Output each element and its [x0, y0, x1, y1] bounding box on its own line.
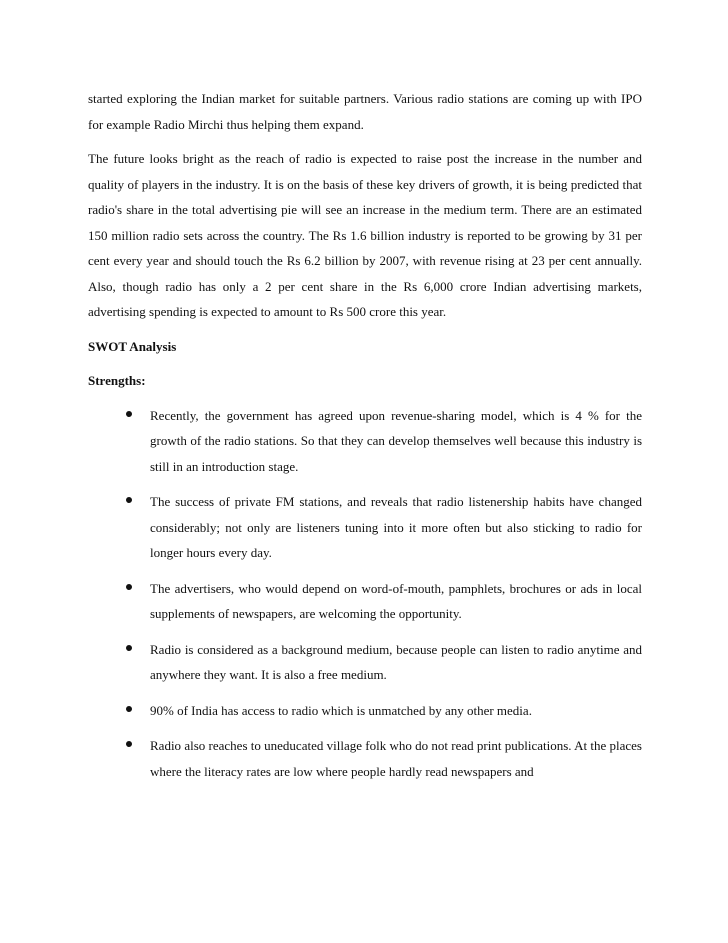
heading-strengths: Strengths:: [88, 373, 146, 388]
bullet-icon: [126, 584, 132, 590]
list-item-text: The success of private FM stations, and reveals that radio listenership habits have changed considerably; not only are listeners tuning into it more often but also sticking to radio for longer hours every day.: [150, 494, 642, 560]
list-item: [88, 489, 642, 566]
list-item-text: Recently, the government has agreed upon revenue-sharing model, which is 4 % for the growth of the radio stations. So that they can develop themselves well because this industry is still in an introduction stage.: [150, 407, 642, 474]
strengths-list: [88, 403, 642, 785]
list-item: [88, 733, 642, 784]
list-item: [88, 576, 642, 627]
page-content: [88, 86, 642, 794]
list-item: [88, 698, 642, 724]
list-item: [88, 403, 642, 480]
bullet-icon: [126, 706, 132, 712]
heading-swot-analysis: SWOT Analysis: [88, 338, 177, 354]
bullet-icon: [126, 411, 132, 417]
bullet-icon: [126, 645, 132, 651]
bullet-icon: [126, 741, 132, 747]
paragraph-future-outlook: The future looks bright as the reach of radio is expected to raise post the increase in the number and quality of players in the industry. It is on the basis of these key drivers of growth, it is being predicted that radio's share in the total advertising pie will see an increase in the medium term. There are an estimated 150 million radio sets across the country. The Rs 1.6 billion industry is reported to be growing by 31 per cent every year and should touch the Rs 6.2 billion by 2007, with revenue rising at 23 per cent annually. Also, though radio has only a 2 per cent share in the Rs 6,000 crore Indian advertising markets, advertising spending is expected to amount to Rs 500 crore this year.: [88, 151, 642, 319]
list-item-text: The advertisers, who would depend on word-of-mouth, pamphlets, brochures or ads in local supplements of newspapers, are welcoming the opportunity.: [150, 580, 642, 621]
list-item: [88, 637, 642, 688]
list-item-text: 90% of India has access to radio which is unmatched by any other media.: [150, 702, 532, 718]
list-item-text: Radio is considered as a background medium, because people can listen to radio anytime and anywhere they want. It is also a free medium.: [150, 641, 642, 682]
list-item-text: Radio also reaches to uneducated village folk who do not read print publications. At the places where the literacy rates are low where people hardly read newspapers and: [150, 738, 642, 779]
bullet-icon: [126, 497, 132, 503]
paragraph-intro-continuation: started exploring the Indian market for suitable partners. Various radio stations are coming up with IPO for example Radio Mirchi thus helping them expand.: [88, 91, 642, 132]
